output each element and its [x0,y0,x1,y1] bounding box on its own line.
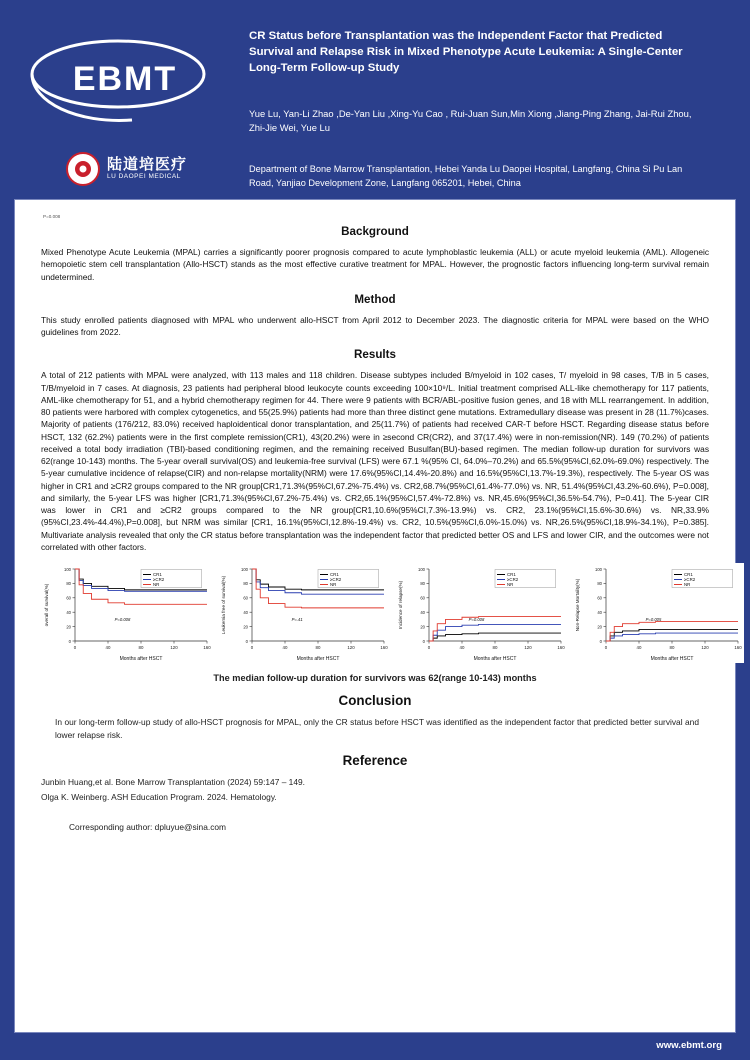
heading-results: Results [354,348,396,362]
svg-text:80: 80 [492,645,498,650]
affiliation: Department of Bone Marrow Transplantation, Hebei Yanda Lu Daopei Hospital, Langfang, China Si Pu Lan Road, Yanjiao Development Zone, Langfang 065201, Hebei, China [249,163,683,188]
poster-body-panel [14,199,742,1033]
svg-text:NR: NR [330,582,337,588]
svg-text:100: 100 [241,566,248,572]
svg-text:NR: NR [684,582,691,588]
svg-text:120: 120 [701,645,709,650]
svg-text:100: 100 [418,566,425,572]
svg-text:60: 60 [420,595,425,601]
svg-text:100: 100 [595,566,602,572]
logo-column [14,14,239,186]
chart-leukemia-free-survival [218,563,390,663]
text-method: This study enrolled patients diagnosed with MPAL who underwent allo-HSCT from April 2012 to December 2023. The diagnostic criteria for MPAL were based on the WHO guidelines from 2022. [41,314,709,337]
svg-text:20: 20 [66,624,71,630]
reference-item-1: Junbin Huang,et al. Bone Marrow Transplantation (2024) 59:147 – 149. [41,777,305,788]
partner-mark-icon [66,152,100,186]
svg-text:≥CR2: ≥CR2 [330,577,342,583]
svg-text:20: 20 [243,624,248,630]
svg-text:120: 120 [524,645,532,650]
svg-text:160: 160 [203,645,211,650]
svg-text:NR: NR [507,582,514,588]
svg-text:60: 60 [66,595,71,601]
svg-text:overall of survival(%): overall of survival(%) [44,583,49,627]
svg-text:40: 40 [459,645,465,650]
svg-text:100: 100 [64,566,71,572]
svg-text:NR: NR [153,582,160,588]
svg-text:P=0.008: P=0.008 [468,616,485,622]
svg-text:P=0.008: P=0.008 [114,616,131,622]
svg-text:P=0.005: P=0.005 [645,616,662,622]
svg-text:120: 120 [347,645,355,650]
heading-method: Method [354,292,396,306]
poster-header [14,14,736,199]
poster-title: CR Status before Transplantation was the Independent Factor that Predicted Survival and Relapse Risk in Mixed Phenotype Acute Leukemia: A Single-Center Long-Term Follow-up Study [249,30,683,75]
kaplan-meier-chart-row [41,563,742,663]
svg-text:0: 0 [422,638,425,644]
partner-text [107,157,187,182]
svg-text:≥CR2: ≥CR2 [153,577,165,583]
svg-text:EBMT: EBMT [72,60,177,98]
svg-text:80: 80 [669,645,675,650]
svg-text:0: 0 [427,645,431,650]
svg-text:160: 160 [380,645,388,650]
chart-incidence-of-relapse [395,563,567,663]
svg-text:160: 160 [557,645,565,650]
svg-text:0: 0 [73,645,77,650]
author-list: Yue Lu, Yan-Li Zhao ,De-Yan Liu ,Xing-Yu Cao , Rui-Juan Sun,Min Xiong ,Jiang-Ping Zhang, Jai-Rui Zhou, Zhi-Jie Wei, Yue Lu [249,107,692,133]
svg-text:Months after HSCT: Months after HSCT [296,656,340,662]
svg-text:40: 40 [420,610,425,615]
svg-text:40: 40 [243,610,248,615]
partner-logo [66,152,187,186]
svg-text:40: 40 [105,645,111,650]
text-background: Mixed Phenotype Acute Leukemia (MPAL) carries a significantly poorer prognosis compared to acute lymphoblastic leukemia (ALL) or acute myeloid leukemia (AML). Allogeneic hemopoietic stem cell transplantation (Allo-HSCT) stands as the most effective curative treatment for MPAL. However, the prognostic factors influencing long-term survival remain undetermined. [41,247,709,282]
reference-item-2: Olga K. Weinberg. ASH Education Program. 2024. Hematology. [41,791,277,802]
svg-text:40: 40 [597,610,602,615]
svg-text:60: 60 [243,595,248,601]
heading-background: Background [341,225,409,238]
svg-text:Months after HSCT: Months after HSCT [473,656,517,662]
svg-text:40: 40 [636,645,642,650]
svg-text:40: 40 [282,645,288,650]
svg-text:80: 80 [315,645,321,650]
svg-text:80: 80 [66,581,71,587]
svg-text:CR1: CR1 [330,572,339,578]
svg-text:CR1: CR1 [507,572,516,578]
svg-text:0: 0 [599,638,602,644]
svg-text:40: 40 [66,610,71,615]
ebmt-logo [22,32,232,128]
svg-text:Leukemia free of survival(%): Leukemia free of survival(%) [221,575,226,635]
svg-text:Non-Relapse Mortality(%): Non-Relapse Mortality(%) [575,578,580,632]
panel-corner-code: P=0.008 [43,214,61,219]
svg-text:0: 0 [245,638,248,644]
text-results: A total of 212 patients with MPAL were analyzed, with 113 males and 118 children. Disease subtypes included B/myeloid in 102 cases, T/ myeloid in 98 cases, T/B in 5 cases, T/B/myeloid in 7 cases. At diagnosis, 23 patients had peripheral blood leukocyte counts exceeding 100×10⁹/L. Initial treatment comprised ALL-like chemotherapy for 117 patients, AML-like chemotherapy for 51, and a hybrid chemotherapy regimen for 44. There were 9 patients with BCR/ABL-positive fusion genes, and 18 with MLL rearrangement. In addition, 80 patients were harbored with complex cytogenetics, and 55(25.9%) patients had more than three distinct gene mutations. Extramedullary disease was present in 28 (11.7%)cases. Majority of patients (176/212, 83.0%) received haploidentical donor transplantation, and 25(11.7%) of patients had received CAR-T before HSCT. Regarding disease status before HSCT, 132 (62.2%) patients were in the first complete remission(CR1), 43(20.2%) were in ≥second CR(CR2), and 37(17.4%) were in non-remission(NR). 149 (70.2%) of patients received a total body irradiation (TBI)-based conditioning regimen, and the remaining received Busulfan(BU)-based regimen. The median follow-up duration for survivors was 62(range 10-143) months. The 5-year overall survival(OS) and leukemia-free survival (LFS) were 67.1 %(95% CI, 64.0%–70.2%) and 65.5%(95%CI,62.0%-69.0%) respectively. The 5-year cumulative incidence of relapse(CIR) and non-relapse mortality(NRM) were 17.6%(95%CI,14.4%-20.8%) and 16.5%(95%CI,13.7%-19.3%), respectively. The 5-year OS was higher in CR1 and ≥CR2 groups compared to the NR group[CR1,71.3%(95%CI,67.2%-75.4%) vs. CR2,68.7%(95%CI,61.4%-77.0%) vs. NR, 51.4%(95%CI,43.2%-60.6%), P=0.008], and similarly, the 5-year LFS was higher [CR1,71.3%(95%CI,67.2%-75.4%) vs. CR2,65.1%(95%CI,57.4%-72.8%) vs. NR,45.6%(95%CI,36.5%-54.7%), P=0.41]. The 5-year CIR was lower in CR1 and ≥CR2 groups compared to the NR group[CR1,10.6%(95%CI,7.3%-13.9%) vs. CR2, 23.1%(95%CI,15.6%-30.6%) vs. NR,33.9%(95%CI,23.4%-44.4%),P=0.008], but NRM was similar [CR1, 16.1%(95%CI,12.8%-19.4%) vs. CR2, 10.5%(95%CI,6.0%-15.0%) vs. NR,26.5%(95%CI,18.9%-34.1%), P=0.385]. Multivariate analysis revealed that only the CR status before transplantation was the independent factor that predicted better OS and LFS and lower CIR, and the outcomes were not correlated with other factors. [41,370,709,552]
svg-text:0: 0 [68,638,71,644]
svg-text:≥CR2: ≥CR2 [684,577,696,583]
svg-text:160: 160 [734,645,742,650]
svg-text:60: 60 [597,595,602,601]
heading-reference: Reference [342,753,408,769]
corresponding-author: Corresponding author: dpluyue@sina.com [69,822,227,833]
svg-text:80: 80 [597,581,602,587]
svg-text:20: 20 [597,624,602,630]
svg-text:120: 120 [170,645,178,650]
svg-text:P=.41: P=.41 [291,616,303,622]
svg-text:80: 80 [138,645,144,650]
website-link[interactable]: www.ebmt.org [656,1039,722,1051]
svg-text:CR1: CR1 [153,572,162,578]
svg-text:20: 20 [420,624,425,630]
poster-footer [14,1033,736,1057]
svg-text:Incidence of relapse(%): Incidence of relapse(%) [398,580,403,630]
svg-text:Months after HSCT: Months after HSCT [119,656,163,662]
header-text-block [249,14,736,190]
median-followup-note: The median follow-up duration for survivors was 62(range 10-143) months [213,673,537,683]
svg-text:CR1: CR1 [684,572,693,578]
svg-text:≥CR2: ≥CR2 [507,577,519,583]
chart-overall-survival [41,563,213,663]
svg-text:80: 80 [243,581,248,587]
svg-text:0: 0 [250,645,254,650]
partner-name-cn: 陆道培医疗 [106,155,187,173]
svg-text:0: 0 [604,645,608,650]
partner-name-en: LU DAOPEI MEDICAL [106,173,181,181]
text-conclusion: In our long-term follow-up study of allo-HSCT prognosis for MPAL, only the CR status before HSCT was identified as the independent factor that predicted better survival and lower relapse risk. [55,717,699,740]
svg-text:80: 80 [420,581,425,587]
chart-non-relapse-mortality [572,563,744,663]
heading-conclusion: Conclusion [338,693,412,708]
svg-text:Months after HSCT: Months after HSCT [650,656,694,662]
